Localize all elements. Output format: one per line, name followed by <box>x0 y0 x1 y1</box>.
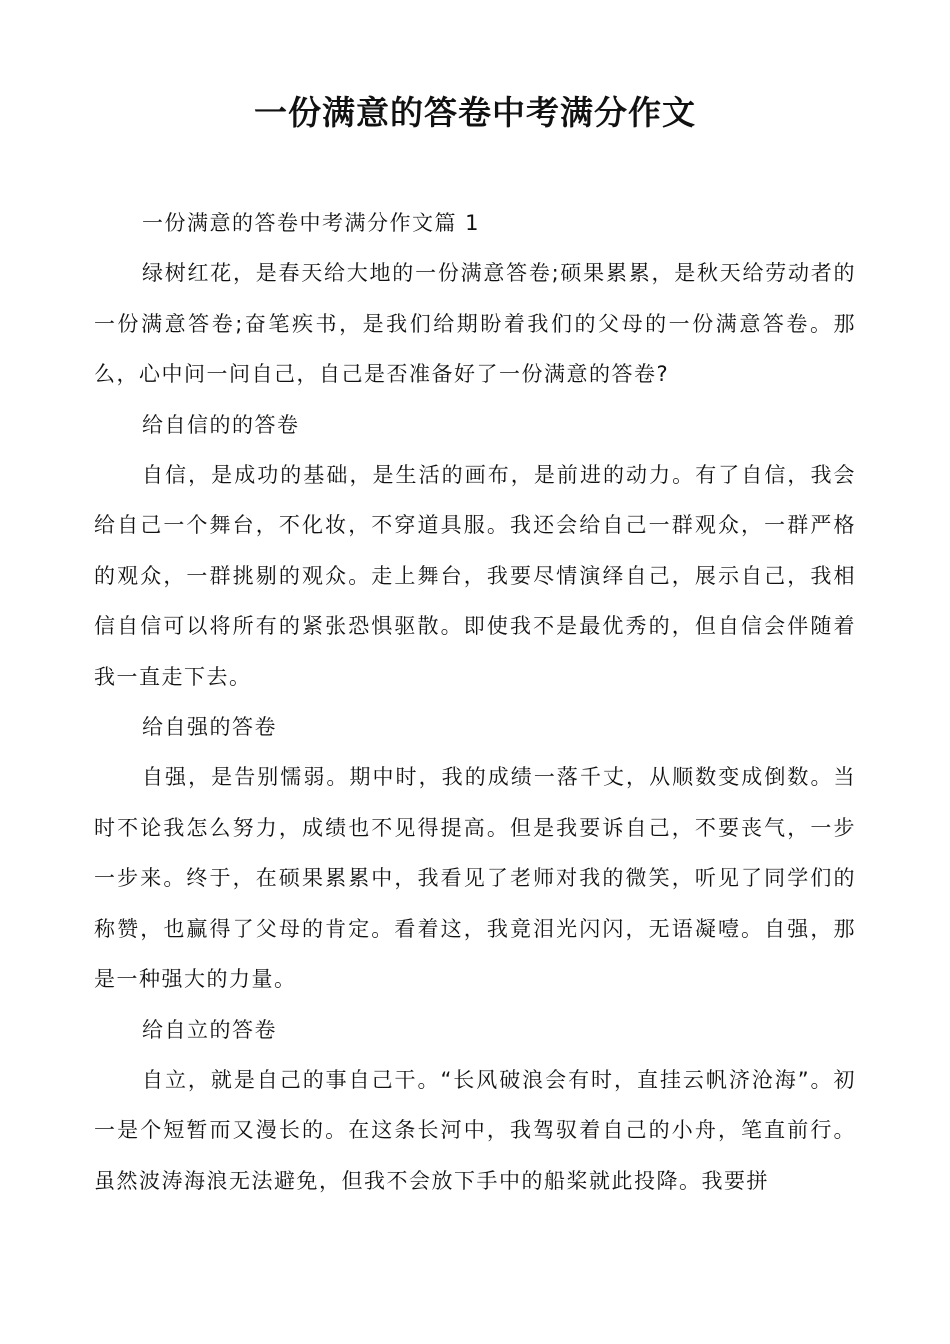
self-reliance-paragraph: 自立，就是自己的事自己干。“长风破浪会有时，直挂云帆济沧海”。初一是个短暂而又漫长的。在这条长河中，我驾驭着自己的小舟，笔直前行。虽然波涛海浪无法避免，但我不会放下手中的船桨就此投降。我要拼 <box>94 1067 856 1193</box>
subtitle-paragraph: 一份满意的答卷中考满分作文篇 1 <box>142 211 481 235</box>
confidence-paragraph: 自信，是成功的基础，是生活的画布，是前进的动力。有了自信，我会给自己一个舞台，不化妆，不穿道具服。我还会给自己一群观众，一群严格的观众，一群挑剔的观众。走上舞台，我要尽情演绎自己，展示自己，我相信自信可以将所有的紧张恐惧驱散。即使我不是最优秀的，但自信会伴随着我一直走下去。 <box>94 463 856 689</box>
document-body <box>94 198 856 1206</box>
self-strength-paragraph: 自强，是告别懦弱。期中时，我的成绩一落千丈，从顺数变成倒数。当时不论我怎么努力，成绩也不见得提高。但是我要诉自己，不要丧气，一步一步来。终于，在硕果累累中，我看见了老师对我的微笑，听见了同学们的称赞，也赢得了父母的肯定。看着这，我竟泪光闪闪，无语凝噎。自强，那是一种强大的力量。 <box>94 765 856 992</box>
section-heading-self-strength: 给自强的答卷 <box>142 715 277 740</box>
section-heading-self-reliance: 给自立的答卷 <box>142 1017 277 1042</box>
section-heading-confidence: 给自信的的答卷 <box>142 412 300 437</box>
document-title: 一份满意的答卷中考满分作文 <box>254 93 696 132</box>
intro-paragraph: 绿树红花，是春天给大地的一份满意答卷;硕果累累，是秋天给劳动者的一份满意答卷;奋笔疾书，是我们给期盼着我们的父母的一份满意答卷。那么，心中问一问自己，自己是否准备好了一份满意的答卷? <box>94 261 856 387</box>
